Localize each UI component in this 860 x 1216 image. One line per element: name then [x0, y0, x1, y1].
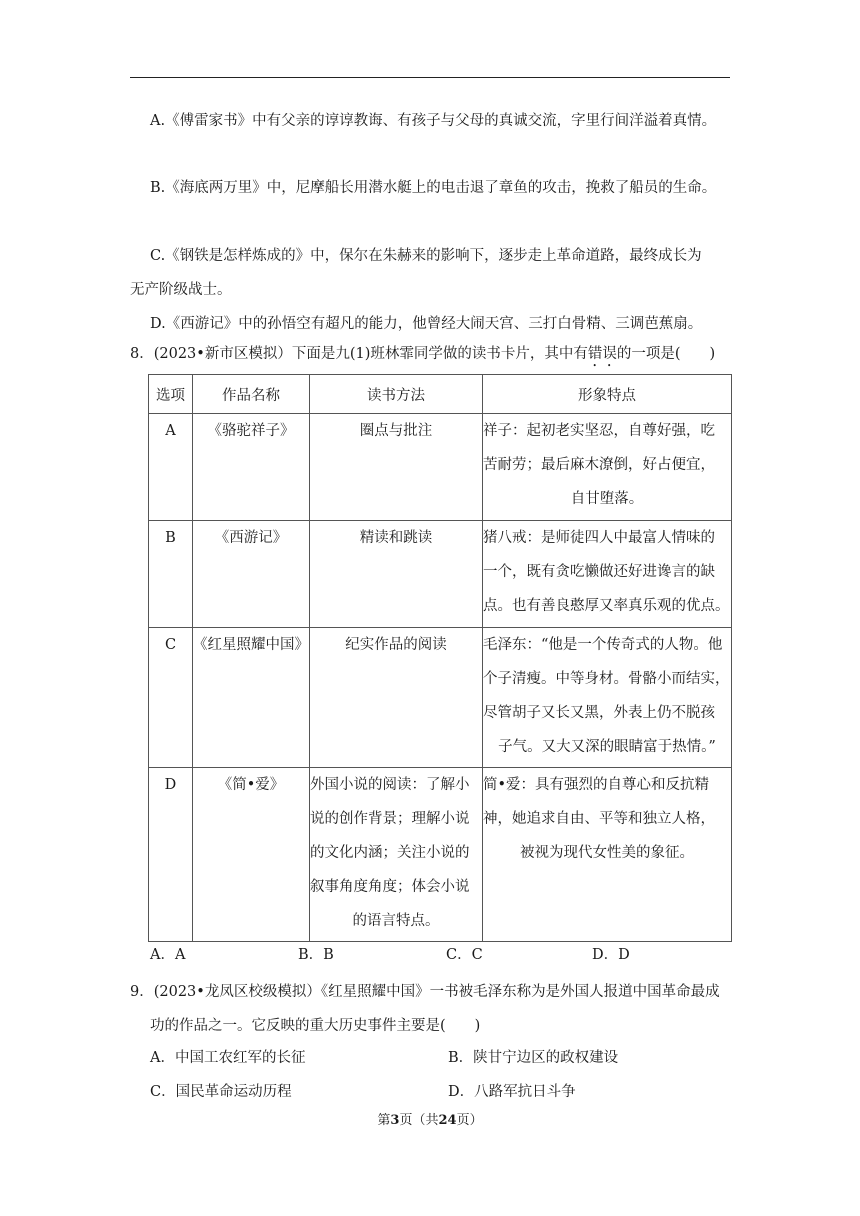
- row-method: 圈点与批注: [310, 414, 483, 521]
- header-method: 读书方法: [310, 375, 483, 414]
- method-line: 叙事角度角度；体会小说: [310, 879, 470, 895]
- table-row: [149, 628, 732, 768]
- header-rule: [130, 77, 730, 78]
- choice-a[interactable]: A．A: [150, 947, 186, 963]
- traits-line: 毛泽东：“他是一个传奇式的人物。他: [483, 637, 723, 653]
- footer-prefix: 第: [377, 1113, 391, 1128]
- row-work: 《红星照耀中国》: [193, 628, 310, 768]
- traits-line: 苦耐劳；最后麻木潦倒，好占便宜，: [483, 457, 715, 473]
- footer-mid: 页（共: [399, 1113, 439, 1128]
- q9-choice-c[interactable]: C．国民革命运动历程: [150, 1084, 292, 1100]
- choice-c[interactable]: C．C: [446, 947, 483, 963]
- traits-line: 个子清瘦。中等身材。骨骼小而结实，: [483, 671, 730, 687]
- option-b-text: B.《海底两万里》中，尼摩船长用潜水艇上的电击退了章鱼的攻击，挽救了船员的生命。: [150, 180, 717, 196]
- traits-line: 猪八戒：是师徒四人中最富人情味的: [483, 530, 715, 546]
- question-9-stem-line2: 功的作品之一。它反映的重大历史事件主要是( ): [150, 1018, 481, 1034]
- page-footer: [0, 1111, 860, 1131]
- method-line: 的文化内涵；关注小说的: [310, 845, 470, 861]
- option-a-text: A.《傅雷家书》中有父亲的谆谆教诲、有孩子与父母的真诚交流，字里行间洋溢着真情。: [150, 113, 717, 129]
- option-c-continued: 无产阶级战士。: [130, 282, 232, 298]
- row-traits: [483, 768, 732, 942]
- method-line: 的语言特点。: [352, 913, 440, 929]
- footer-suffix: 页）: [456, 1113, 483, 1128]
- traits-line: 简•爱：具有强烈的自尊心和反抗精: [483, 777, 710, 793]
- row-work: 《简•爱》: [193, 768, 310, 942]
- traits-line: 祥子：起初老实坚忍，自尊好强，吃: [483, 423, 715, 439]
- choice-b[interactable]: B．B: [298, 947, 334, 963]
- footer-page-number: 3: [390, 1113, 400, 1128]
- row-option: C: [149, 628, 193, 768]
- row-traits: [483, 628, 732, 768]
- traits-line: 点。也有善良憨厚又率真乐观的优点。: [483, 598, 730, 614]
- row-method: 纪实作品的阅读: [310, 628, 483, 768]
- row-work: 《骆驼祥子》: [193, 414, 310, 521]
- row-method: [310, 768, 483, 942]
- traits-line: 尽管胡子又长又黑，外表上仍不脱孩: [483, 705, 715, 721]
- traits-line: 一个，既有贪吃懒做还好进谗言的缺: [483, 564, 715, 580]
- method-line: 外国小说的阅读：了解小: [310, 777, 470, 793]
- header-work: 作品名称: [193, 375, 310, 414]
- q9-choice-b[interactable]: B．陕甘宁边区的政权建设: [448, 1050, 619, 1066]
- traits-line: 子气。又大又深的眼睛富于热情。”: [498, 739, 716, 755]
- row-option: A: [149, 414, 193, 521]
- header-option: 选项: [149, 375, 193, 414]
- row-work: 《西游记》: [193, 521, 310, 628]
- question-8-stem: [130, 344, 715, 370]
- traits-line: 神，她追求自由、平等和独立人格，: [483, 811, 715, 827]
- reading-card-table: [148, 374, 732, 942]
- question-8-stem-after: 的一项是( ): [616, 346, 716, 362]
- q9-choice-d[interactable]: D．八路军抗日斗争: [448, 1084, 576, 1100]
- table-row: [149, 414, 732, 521]
- row-option: B: [149, 521, 193, 628]
- table-row: [149, 521, 732, 628]
- traits-line: 被视为现代女性美的象征。: [520, 845, 694, 861]
- question-9-stem-line1: 9．(2023•龙凤区校级模拟）《红星照耀中国》一书被毛泽东称为是外国人报道中国革命最成: [130, 984, 720, 1000]
- footer-total-pages: 24: [438, 1113, 457, 1128]
- question-8-stem-emphasis: 错误: [587, 346, 617, 362]
- option-c-text: C.《钢铁是怎样炼成的》中，保尔在朱赫来的影响下，逐步走上革命道路，最终成长为: [150, 248, 702, 264]
- method-line: 说的创作背景；理解小说: [310, 811, 470, 827]
- row-traits: [483, 414, 732, 521]
- question-8-stem-before: 8．(2023•新市区模拟）下面是九(1)班林霏同学做的读书卡片，其中有: [130, 346, 588, 362]
- row-method: 精读和跳读: [310, 521, 483, 628]
- table-row: [149, 768, 732, 942]
- choice-d[interactable]: D．D: [592, 947, 630, 963]
- traits-line: 自甘堕落。: [570, 491, 644, 507]
- q9-choice-a[interactable]: A．中国工农红军的长征: [150, 1050, 306, 1066]
- table-header-row: [149, 375, 732, 414]
- option-d-text: D.《西游记》中的孙悟空有超凡的能力，他曾经大闹天宫、三打白骨精、三调芭蕉扇。: [150, 316, 703, 332]
- row-option: D: [149, 768, 193, 942]
- row-traits: [483, 521, 732, 628]
- question-8-choices: [150, 945, 710, 967]
- header-traits: 形象特点: [483, 375, 732, 414]
